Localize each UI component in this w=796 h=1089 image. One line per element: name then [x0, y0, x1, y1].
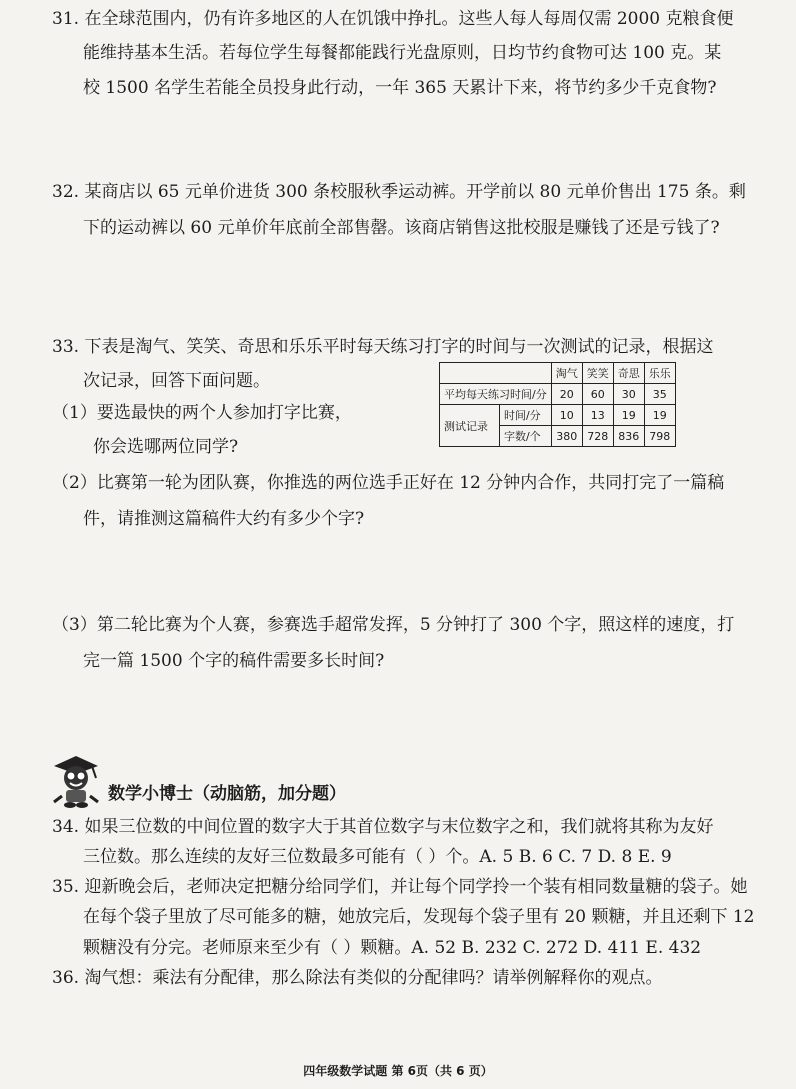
- q33-part1-line2: 你会选哪两位同学?: [93, 437, 239, 457]
- q33-line2: 次记录，回答下面问题。: [83, 371, 270, 391]
- row-label: 字数/个: [499, 426, 551, 447]
- table-cell: 380: [551, 426, 582, 447]
- q36-line: 36. 淘气想：乘法有分配律，那么除法有类似的分配律吗？请举例解释你的观点。: [52, 968, 663, 988]
- typing-record-table: [439, 362, 676, 447]
- table-header-cell: 淘气: [551, 363, 582, 384]
- q35-line3: 颗糖没有分完。老师原来至少有（ ）颗糖。A. 52 B. 232 C. 272 D. 411 E. 432: [83, 938, 702, 958]
- table-cell: 20: [551, 384, 582, 405]
- page-footer: 四年级数学试题 第 6页（共 6 页）: [303, 1064, 493, 1078]
- q32-line1: 32. 某商店以 65 元单价进货 300 条校服秋季运动裤。开学前以 80 元单价售出 175 条。剩: [52, 182, 746, 202]
- table-cell: 30: [613, 384, 644, 405]
- table-cell: 19: [644, 405, 675, 426]
- table-cell: 836: [613, 426, 644, 447]
- table-cell: 798: [644, 426, 675, 447]
- q33-part2-line2: 件，请推测这篇稿件大约有多少个字?: [83, 509, 365, 529]
- row-label: 平均每天练习时间/分: [440, 384, 552, 405]
- row-label: 时间/分: [499, 405, 551, 426]
- q33-part3-line1: （3）第二轮比赛为个人赛，参赛选手超常发挥，5 分钟打了 300 个字，照这样的速度，打: [52, 615, 735, 635]
- q35-line2: 在每个袋子里放了尽可能多的糖，她放完后，发现每个袋子里有 20 颗糖，并且还剩下 12: [83, 907, 755, 927]
- q32-line2: 下的运动裤以 60 元单价年底前全部售罄。该商店销售这批校服是赚钱了还是亏钱了?: [83, 218, 720, 238]
- q33-part1-line1: （1）要选最快的两个人参加打字比赛，: [52, 403, 352, 423]
- table-cell: 19: [613, 405, 644, 426]
- table-cell: 10: [551, 405, 582, 426]
- q31-line3: 校 1500 名学生若能全员投身此行动，一年 365 天累计下来，将节约多少千克食物?: [83, 78, 717, 98]
- q33-line1: 33. 下表是淘气、笑笑、奇思和乐乐平时每天练习打字的时间与一次测试的记录，根据这: [52, 337, 714, 357]
- table-cell: 13: [582, 405, 613, 426]
- q33-part2-line1: （2）比赛第一轮为团队赛，你推选的两位选手正好在 12 分钟内合作，共同打完了一篇稿: [52, 473, 725, 493]
- q35-line1: 35. 迎新晚会后，老师决定把糖分给同学们，并让每个同学拎一个装有相同数量糖的袋子。她: [52, 877, 748, 897]
- table-cell: 60: [582, 384, 613, 405]
- table-row: [440, 405, 676, 426]
- table-corner-cell: [440, 363, 552, 384]
- q34-line1: 34. 如果三位数的中间位置的数字大于其首位数字与末位数字之和，我们就将其称为友好: [52, 817, 714, 837]
- q34-line2: 三位数。那么连续的友好三位数最多可能有（ ）个。A. 5 B. 6 C. 7 D. 8 E. 9: [83, 847, 672, 867]
- table-cell: 35: [644, 384, 675, 405]
- table-header-row: [440, 363, 676, 384]
- table-header-cell: 乐乐: [644, 363, 675, 384]
- q31-line1: 31. 在全球范围内，仍有许多地区的人在饥饿中挣扎。这些人每人每周仅需 2000 克粮食便: [52, 9, 734, 29]
- table-row: [440, 384, 676, 405]
- bonus-title: 数学小博士（动脑筋，加分题）: [108, 784, 346, 804]
- q31-line2: 能维持基本生活。若每位学生每餐都能践行光盘原则，日均节约食物可达 100 克。某: [83, 43, 722, 63]
- q33-part3-line2: 完一篇 1500 个字的稿件需要多长时间?: [83, 651, 385, 671]
- table-header-cell: 笑笑: [582, 363, 613, 384]
- group-label: 测试记录: [440, 405, 500, 447]
- table-cell: 728: [582, 426, 613, 447]
- doctor-cartoon-icon: [48, 752, 104, 808]
- table-header-cell: 奇思: [613, 363, 644, 384]
